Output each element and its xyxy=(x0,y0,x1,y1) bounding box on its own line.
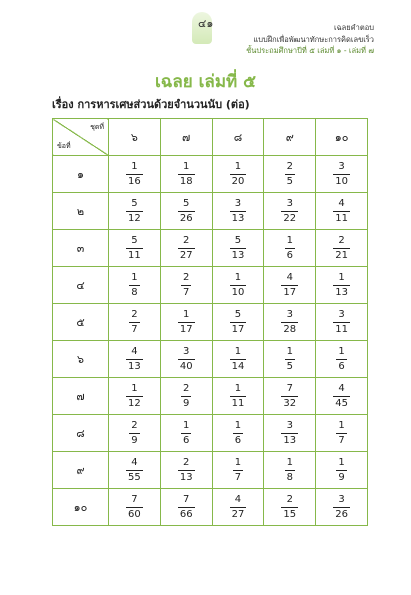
fraction-numerator: 4 xyxy=(286,272,293,283)
fraction-denominator: 66 xyxy=(179,509,193,520)
fraction xyxy=(126,236,143,261)
answer-cell xyxy=(109,341,161,378)
fraction-numerator: 4 xyxy=(131,346,138,357)
fraction-numerator: 5 xyxy=(234,235,242,246)
fraction-denominator: 11 xyxy=(335,213,348,224)
answer-cell xyxy=(264,230,316,267)
answer-cell xyxy=(264,156,316,193)
answer-cell xyxy=(264,341,316,378)
answer-cell xyxy=(316,156,368,193)
fraction-denominator: 55 xyxy=(128,472,141,483)
fraction xyxy=(333,495,350,520)
header-line-3: ชั้นประถมศึกษาปีที่ ๕ เล่มที่ ๑ - เล่มที่ ๗ xyxy=(246,46,374,55)
answer-cell xyxy=(160,230,212,267)
answer-cell xyxy=(160,415,212,452)
table-row xyxy=(53,341,368,378)
fraction xyxy=(129,421,139,446)
answer-cell xyxy=(109,156,161,193)
fraction-numerator: 1 xyxy=(338,346,345,357)
fraction xyxy=(129,273,139,298)
fraction-denominator: 10 xyxy=(335,176,348,187)
fraction-numerator: 3 xyxy=(286,309,293,320)
table-row xyxy=(53,156,368,193)
fraction-denominator: 27 xyxy=(231,509,245,520)
fraction-denominator: 22 xyxy=(283,213,297,224)
fraction-denominator: 16 xyxy=(128,176,141,187)
row-header: ๔ xyxy=(53,267,109,304)
fraction-denominator: 45 xyxy=(335,398,348,409)
fraction-denominator: 20 xyxy=(231,176,245,187)
fraction xyxy=(230,384,247,409)
fraction xyxy=(333,236,350,261)
answer-cell xyxy=(316,304,368,341)
fraction xyxy=(178,347,195,372)
fraction-numerator: 3 xyxy=(286,198,293,209)
answer-cell xyxy=(316,378,368,415)
fraction-denominator: 15 xyxy=(283,509,297,520)
fraction xyxy=(333,162,350,187)
fraction-numerator: 1 xyxy=(286,235,293,246)
fraction-numerator: 3 xyxy=(338,161,345,172)
fraction-numerator: 2 xyxy=(183,272,190,283)
fraction-numerator: 1 xyxy=(234,272,242,283)
fraction-numerator: 2 xyxy=(131,309,138,320)
answer-cell xyxy=(109,489,161,526)
fraction xyxy=(230,347,247,372)
fraction xyxy=(336,421,346,446)
fraction-numerator: 3 xyxy=(338,309,345,320)
answer-cell xyxy=(160,267,212,304)
answer-cell xyxy=(160,452,212,489)
answer-cell xyxy=(212,415,264,452)
fraction-numerator: 1 xyxy=(286,346,293,357)
answer-cell xyxy=(212,378,264,415)
answer-cell xyxy=(316,267,368,304)
corner-label-item: ข้อที่ xyxy=(57,142,71,150)
fraction-denominator: 18 xyxy=(179,176,193,187)
fraction-numerator: 1 xyxy=(183,161,190,172)
fraction xyxy=(126,384,143,409)
answer-cell xyxy=(212,304,264,341)
fraction-numerator: 3 xyxy=(183,346,190,357)
fraction-numerator: 1 xyxy=(234,161,242,172)
fraction xyxy=(333,199,350,224)
fraction-denominator: 9 xyxy=(183,398,190,409)
fraction-numerator: 3 xyxy=(338,494,345,505)
fraction xyxy=(233,458,243,483)
answer-cell xyxy=(264,378,316,415)
answer-cell xyxy=(264,452,316,489)
fraction-denominator: 6 xyxy=(234,435,242,446)
fraction-denominator: 6 xyxy=(286,250,293,261)
fraction-numerator: 5 xyxy=(234,309,242,320)
answer-cell xyxy=(212,267,264,304)
fraction-denominator: 14 xyxy=(231,361,245,372)
table-row xyxy=(53,452,368,489)
fraction-denominator: 9 xyxy=(131,435,138,446)
answer-cell xyxy=(316,230,368,267)
fraction-denominator: 12 xyxy=(128,213,141,224)
row-header: ๗ xyxy=(53,378,109,415)
fraction-denominator: 7 xyxy=(234,472,242,483)
fraction xyxy=(230,273,247,298)
table-row xyxy=(53,415,368,452)
fraction-denominator: 13 xyxy=(231,213,245,224)
fraction xyxy=(230,199,247,224)
answer-cell xyxy=(160,193,212,230)
corner-header xyxy=(53,119,109,156)
fraction-numerator: 7 xyxy=(131,494,138,505)
fraction-denominator: 40 xyxy=(179,361,193,372)
answer-cell xyxy=(160,156,212,193)
fraction-denominator: 7 xyxy=(338,435,345,446)
answer-cell xyxy=(109,230,161,267)
fraction-denominator: 11 xyxy=(128,250,141,261)
row-header: ๓ xyxy=(53,230,109,267)
answer-cell xyxy=(109,267,161,304)
fraction-numerator: 1 xyxy=(131,272,138,283)
fraction-numerator: 4 xyxy=(338,198,345,209)
fraction-denominator: 13 xyxy=(231,250,245,261)
fraction-numerator: 1 xyxy=(183,420,190,431)
answer-cell xyxy=(264,267,316,304)
column-header: ๘ xyxy=(212,119,264,156)
fraction xyxy=(126,458,143,483)
row-header: ๙ xyxy=(53,452,109,489)
fraction-numerator: 2 xyxy=(286,494,293,505)
fraction-numerator: 5 xyxy=(131,198,138,209)
answer-cell xyxy=(109,304,161,341)
fraction-denominator: 8 xyxy=(131,287,138,298)
answer-cell xyxy=(316,452,368,489)
table-row xyxy=(53,378,368,415)
fraction-denominator: 13 xyxy=(179,472,193,483)
fraction xyxy=(285,162,295,187)
answer-cell xyxy=(264,193,316,230)
answer-cell xyxy=(212,230,264,267)
fraction-numerator: 5 xyxy=(131,235,138,246)
fraction xyxy=(336,458,346,483)
fraction xyxy=(281,310,298,335)
answer-cell xyxy=(212,193,264,230)
fraction xyxy=(281,273,298,298)
fraction-numerator: 2 xyxy=(183,235,190,246)
fraction xyxy=(230,310,247,335)
fraction-numerator: 7 xyxy=(183,494,190,505)
fraction xyxy=(281,384,298,409)
fraction xyxy=(178,495,195,520)
fraction xyxy=(178,236,195,261)
fraction-numerator: 1 xyxy=(131,161,138,172)
fraction-denominator: 7 xyxy=(131,324,138,335)
fraction-denominator: 6 xyxy=(338,361,345,372)
fraction-denominator: 32 xyxy=(283,398,297,409)
fraction-numerator: 2 xyxy=(183,457,190,468)
column-header: ๑๐ xyxy=(316,119,368,156)
column-header: ๗ xyxy=(160,119,212,156)
fraction-denominator: 10 xyxy=(231,287,245,298)
fraction-numerator: 1 xyxy=(338,272,345,283)
answer-cell xyxy=(160,341,212,378)
answer-cell xyxy=(264,304,316,341)
fraction xyxy=(285,236,295,261)
fraction-numerator: 4 xyxy=(131,457,138,468)
fraction-numerator: 1 xyxy=(234,383,242,394)
fraction-denominator: 26 xyxy=(335,509,348,520)
answer-cell xyxy=(212,341,264,378)
fraction xyxy=(181,273,191,298)
fraction-numerator: 1 xyxy=(338,457,345,468)
table-row xyxy=(53,267,368,304)
column-header: ๙ xyxy=(264,119,316,156)
answer-cell xyxy=(160,304,212,341)
fraction-denominator: 27 xyxy=(179,250,193,261)
page-number: ๔๑ xyxy=(198,17,214,30)
table-header-row xyxy=(53,119,368,156)
table-row xyxy=(53,489,368,526)
fraction xyxy=(230,236,247,261)
fraction-numerator: 1 xyxy=(286,457,293,468)
answer-cell xyxy=(264,489,316,526)
answer-cell xyxy=(212,156,264,193)
fraction xyxy=(129,310,139,335)
column-header: ๖ xyxy=(109,119,161,156)
row-header: ๑ xyxy=(53,156,109,193)
answer-cell xyxy=(264,415,316,452)
answer-cell xyxy=(212,489,264,526)
fraction-numerator: 2 xyxy=(131,420,138,431)
fraction xyxy=(178,310,195,335)
fraction-numerator: 1 xyxy=(234,420,242,431)
answer-cell xyxy=(109,415,161,452)
table-row xyxy=(53,304,368,341)
row-header: ๒ xyxy=(53,193,109,230)
fraction-denominator: 17 xyxy=(283,287,297,298)
fraction xyxy=(233,421,243,446)
fraction xyxy=(126,199,143,224)
fraction-denominator: 13 xyxy=(128,361,141,372)
fraction xyxy=(126,347,143,372)
fraction-denominator: 13 xyxy=(283,435,297,446)
fraction-numerator: 4 xyxy=(234,494,242,505)
row-header: ๘ xyxy=(53,415,109,452)
fraction xyxy=(336,347,346,372)
fraction xyxy=(230,162,247,187)
fraction-denominator: 28 xyxy=(283,324,297,335)
row-header: ๖ xyxy=(53,341,109,378)
fraction xyxy=(178,458,195,483)
fraction-denominator: 13 xyxy=(335,287,348,298)
fraction-denominator: 6 xyxy=(183,435,190,446)
answer-cell xyxy=(316,341,368,378)
fraction-numerator: 5 xyxy=(183,198,190,209)
fraction-denominator: 60 xyxy=(128,509,141,520)
fraction-numerator: 3 xyxy=(234,198,242,209)
table-body xyxy=(53,156,368,526)
fraction xyxy=(126,162,143,187)
answer-cell xyxy=(160,489,212,526)
fraction-denominator: 9 xyxy=(338,472,345,483)
row-header: ๑๐ xyxy=(53,489,109,526)
page-subtitle: เรื่อง การหารเศษส่วนด้วยจำนวนนับ (ต่อ) xyxy=(52,98,250,111)
table-row xyxy=(53,193,368,230)
header-line-1: เฉลยคำตอบ xyxy=(333,23,374,32)
fraction-numerator: 1 xyxy=(338,420,345,431)
fraction-denominator: 17 xyxy=(179,324,193,335)
answer-cell xyxy=(109,378,161,415)
table-row xyxy=(53,230,368,267)
fraction-numerator: 2 xyxy=(183,383,190,394)
fraction xyxy=(281,199,298,224)
fraction-numerator: 4 xyxy=(338,383,345,394)
fraction-numerator: 2 xyxy=(338,235,345,246)
fraction xyxy=(281,421,298,446)
fraction xyxy=(181,421,191,446)
fraction-numerator: 1 xyxy=(183,309,190,320)
answer-cell xyxy=(316,415,368,452)
fraction xyxy=(126,495,143,520)
row-header: ๕ xyxy=(53,304,109,341)
fraction-denominator: 11 xyxy=(231,398,245,409)
answer-table xyxy=(52,118,368,526)
fraction-numerator: 1 xyxy=(234,457,242,468)
answer-cell xyxy=(316,489,368,526)
fraction xyxy=(178,162,195,187)
fraction-denominator: 12 xyxy=(128,398,141,409)
fraction-numerator: 1 xyxy=(131,383,138,394)
fraction xyxy=(178,199,195,224)
fraction xyxy=(285,458,295,483)
fraction-denominator: 21 xyxy=(335,250,348,261)
fraction-numerator: 2 xyxy=(286,161,293,172)
fraction-denominator: 8 xyxy=(286,472,293,483)
fraction xyxy=(230,495,247,520)
answer-cell xyxy=(160,378,212,415)
answer-cell xyxy=(212,452,264,489)
header-line-2: แบบฝึกเพื่อพัฒนาทักษะการคิดเลขเร็ว xyxy=(253,35,374,44)
fraction-numerator: 7 xyxy=(286,383,293,394)
page-title: เฉลย เล่มที่ ๕ xyxy=(154,72,257,92)
fraction xyxy=(285,347,295,372)
fraction-denominator: 17 xyxy=(231,324,245,335)
fraction xyxy=(333,273,350,298)
fraction-denominator: 5 xyxy=(286,176,293,187)
fraction-denominator: 26 xyxy=(179,213,193,224)
answer-cell xyxy=(109,452,161,489)
fraction-denominator: 5 xyxy=(286,361,293,372)
fraction xyxy=(333,384,350,409)
fraction-denominator: 11 xyxy=(335,324,348,335)
fraction-denominator: 7 xyxy=(183,287,190,298)
fraction xyxy=(181,384,191,409)
fraction xyxy=(281,495,298,520)
answer-cell xyxy=(316,193,368,230)
fraction-numerator: 1 xyxy=(234,346,242,357)
answer-cell xyxy=(109,193,161,230)
corner-label-set: ชุดที่ xyxy=(90,123,104,131)
fraction-numerator: 3 xyxy=(286,420,293,431)
fraction xyxy=(333,310,350,335)
